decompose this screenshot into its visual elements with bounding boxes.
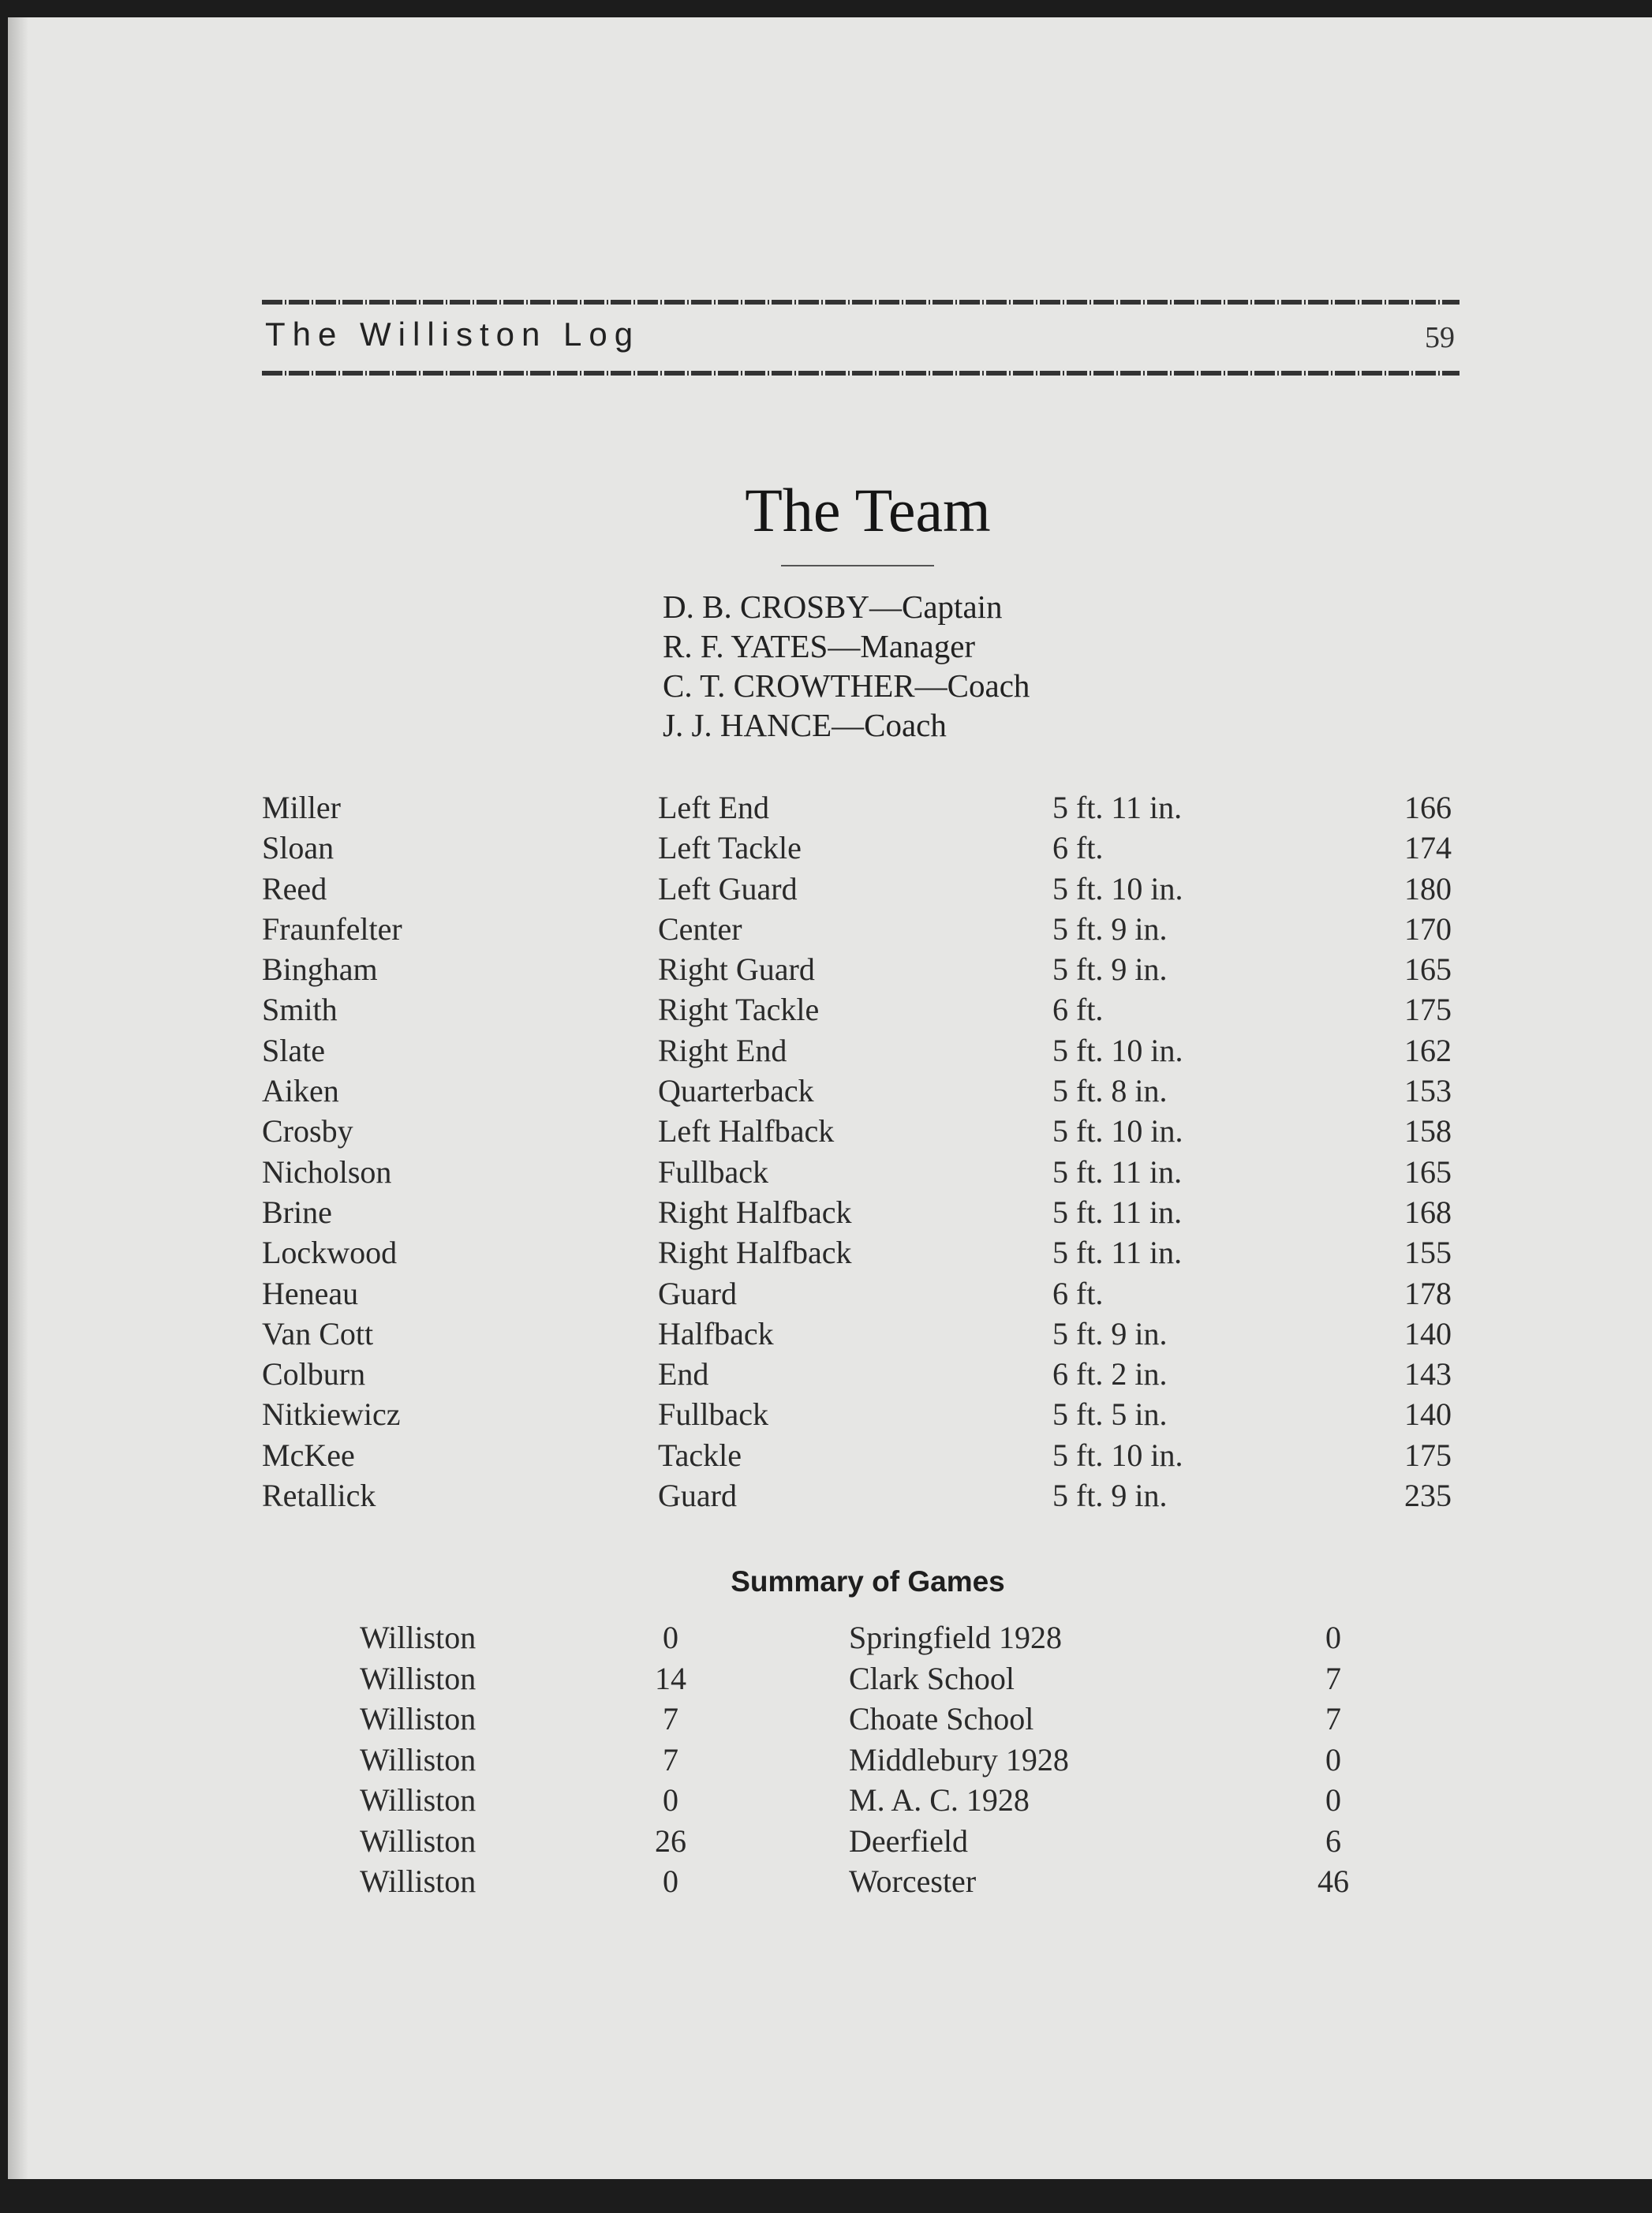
roster-row [8, 991, 1652, 1031]
player-height: 5 ft. 11 in. [1052, 1235, 1183, 1271]
roster-row [8, 1194, 1652, 1234]
player-weight: 168 [1404, 1194, 1452, 1230]
player-position: Left Halfback [658, 1113, 835, 1149]
player-name: Van Cott [262, 1315, 374, 1351]
game-team: Williston [360, 1822, 477, 1859]
player-height: 5 ft. 10 in. [1052, 1113, 1183, 1149]
roster-row [8, 1275, 1652, 1315]
game-team: Williston [360, 1701, 477, 1736]
game-team: Williston [360, 1863, 477, 1899]
roster-row [8, 1477, 1652, 1517]
player-height: 5 ft. 11 in. [1052, 790, 1183, 825]
game-opponent: Springfield 1928 [849, 1620, 1062, 1655]
player-name: Bingham [262, 951, 378, 988]
game-opponent: M. A. C. 1928 [849, 1782, 1030, 1818]
player-weight: 175 [1404, 992, 1452, 1028]
roster-row [8, 1396, 1652, 1436]
player-height: 5 ft. 9 in. [1052, 1315, 1168, 1351]
player-name: Brine [262, 1194, 332, 1230]
player-weight: 178 [1404, 1275, 1452, 1311]
player-position: Quarterback [658, 1073, 814, 1109]
game-opponent-score: 7 [1325, 1701, 1341, 1736]
game-opponent: Deerfield [849, 1822, 969, 1859]
player-height: 6 ft. [1052, 992, 1104, 1028]
game-opponent: Clark School [849, 1660, 1015, 1696]
player-name: Smith [262, 992, 338, 1028]
player-height: 5 ft. 10 in. [1052, 870, 1183, 907]
player-position: End [658, 1356, 709, 1392]
player-weight: 180 [1404, 870, 1452, 907]
roster-row [8, 1437, 1652, 1477]
game-row [8, 1741, 1652, 1782]
game-opponent-score: 6 [1325, 1822, 1341, 1859]
page-content [8, 17, 1652, 2179]
game-team: Williston [360, 1620, 477, 1655]
game-score: 14 [655, 1660, 686, 1696]
game-opponent: Worcester [849, 1863, 977, 1899]
game-opponent-score: 46 [1317, 1863, 1349, 1899]
player-weight: 170 [1404, 910, 1452, 947]
player-name: Crosby [262, 1113, 353, 1149]
player-height: 5 ft. 10 in. [1052, 1032, 1183, 1068]
player-height: 5 ft. 9 in. [1052, 1478, 1168, 1514]
player-height: 6 ft. [1052, 830, 1104, 866]
player-name: Nitkiewicz [262, 1396, 401, 1433]
player-position: Center [658, 910, 742, 947]
player-name: Heneau [262, 1275, 359, 1311]
player-weight: 155 [1404, 1235, 1452, 1271]
player-weight: 166 [1404, 790, 1452, 825]
player-position: Left End [658, 790, 770, 825]
player-position: Right Tackle [658, 992, 820, 1028]
game-team: Williston [360, 1660, 477, 1696]
game-opponent-score: 0 [1325, 1741, 1341, 1778]
player-name: Miller [262, 790, 341, 825]
player-name: Sloan [262, 830, 335, 866]
player-weight: 174 [1404, 830, 1452, 866]
player-weight: 235 [1404, 1478, 1452, 1514]
roster-row [8, 951, 1652, 991]
player-weight: 143 [1404, 1356, 1452, 1392]
staff-captain: D. B. CROSBY—Captain [663, 589, 1003, 625]
game-score: 26 [655, 1822, 686, 1859]
page [8, 17, 1652, 2179]
player-position: Tackle [658, 1437, 742, 1473]
game-score: 0 [663, 1863, 678, 1899]
game-opponent-score: 0 [1325, 1782, 1341, 1818]
game-opponent: Choate School [849, 1701, 1034, 1736]
roster-row [8, 1072, 1652, 1112]
player-weight: 162 [1404, 1032, 1452, 1068]
staff-coach: J. J. HANCE—Coach [663, 707, 947, 743]
title-underline [781, 565, 934, 566]
player-height: 5 ft. 8 in. [1052, 1073, 1168, 1109]
game-score: 0 [663, 1620, 678, 1655]
roster-table [8, 789, 1652, 1517]
player-position: Guard [658, 1478, 737, 1514]
player-weight: 140 [1404, 1396, 1452, 1433]
player-name: Retallick [262, 1478, 376, 1514]
player-position: Right End [658, 1032, 787, 1068]
player-height: 6 ft. 2 in. [1052, 1356, 1168, 1392]
game-score: 7 [663, 1701, 678, 1736]
player-position: Halfback [658, 1315, 774, 1351]
player-height: 5 ft. 5 in. [1052, 1396, 1168, 1433]
page-title: The Team [745, 476, 991, 544]
roster-row [8, 1032, 1652, 1072]
game-score: 7 [663, 1741, 678, 1778]
player-weight: 175 [1404, 1437, 1452, 1473]
player-name: McKee [262, 1437, 355, 1473]
player-name: Reed [262, 870, 327, 907]
player-position: Right Guard [658, 951, 815, 988]
player-height: 5 ft. 9 in. [1052, 910, 1168, 947]
player-position: Guard [658, 1275, 737, 1311]
game-opponent-score: 7 [1325, 1660, 1341, 1696]
game-row [8, 1781, 1652, 1822]
player-height: 5 ft. 10 in. [1052, 1437, 1183, 1473]
game-opponent: Middlebury 1928 [849, 1741, 1069, 1778]
summary-heading: Summary of Games [731, 1565, 1005, 1598]
roster-row [8, 910, 1652, 951]
page-number: 59 [1425, 321, 1455, 354]
player-weight: 153 [1404, 1073, 1452, 1109]
player-name: Aiken [262, 1073, 339, 1109]
game-row [8, 1619, 1652, 1660]
game-score: 0 [663, 1782, 678, 1818]
player-name: Lockwood [262, 1235, 398, 1271]
player-position: Fullback [658, 1153, 768, 1190]
roster-row [8, 1234, 1652, 1274]
header-rule-top [262, 300, 1460, 305]
player-name: Nicholson [262, 1153, 392, 1190]
player-name: Colburn [262, 1356, 366, 1392]
player-height: 5 ft. 11 in. [1052, 1194, 1183, 1230]
player-weight: 140 [1404, 1315, 1452, 1351]
roster-row [8, 829, 1652, 869]
game-team: Williston [360, 1741, 477, 1778]
player-weight: 165 [1404, 1153, 1452, 1190]
roster-row [8, 1153, 1652, 1194]
roster-row [8, 870, 1652, 910]
staff-list [663, 587, 1030, 745]
player-position: Left Guard [658, 870, 798, 907]
player-weight: 158 [1404, 1113, 1452, 1149]
roster-row [8, 1112, 1652, 1153]
player-position: Left Tackle [658, 830, 802, 866]
game-row [8, 1822, 1652, 1863]
roster-row [8, 1315, 1652, 1355]
header-rule-bottom [262, 371, 1460, 376]
running-title: The Williston Log [265, 316, 641, 353]
player-height: 5 ft. 11 in. [1052, 1153, 1183, 1190]
game-team: Williston [360, 1782, 477, 1818]
staff-manager: R. F. YATES—Manager [663, 628, 976, 664]
player-name: Fraunfelter [262, 910, 402, 947]
player-position: Right Halfback [658, 1235, 852, 1271]
player-position: Right Halfback [658, 1194, 852, 1230]
player-position: Fullback [658, 1396, 768, 1433]
games-table [8, 1619, 1652, 1904]
game-opponent-score: 0 [1325, 1620, 1341, 1655]
game-row [8, 1863, 1652, 1904]
game-row [8, 1660, 1652, 1701]
game-row [8, 1700, 1652, 1741]
roster-row [8, 1355, 1652, 1396]
player-weight: 165 [1404, 951, 1452, 988]
roster-row [8, 789, 1652, 829]
player-height: 5 ft. 9 in. [1052, 951, 1168, 988]
player-height: 6 ft. [1052, 1275, 1104, 1311]
player-name: Slate [262, 1032, 325, 1068]
staff-coach: C. T. CROWTHER—Coach [663, 667, 1030, 704]
